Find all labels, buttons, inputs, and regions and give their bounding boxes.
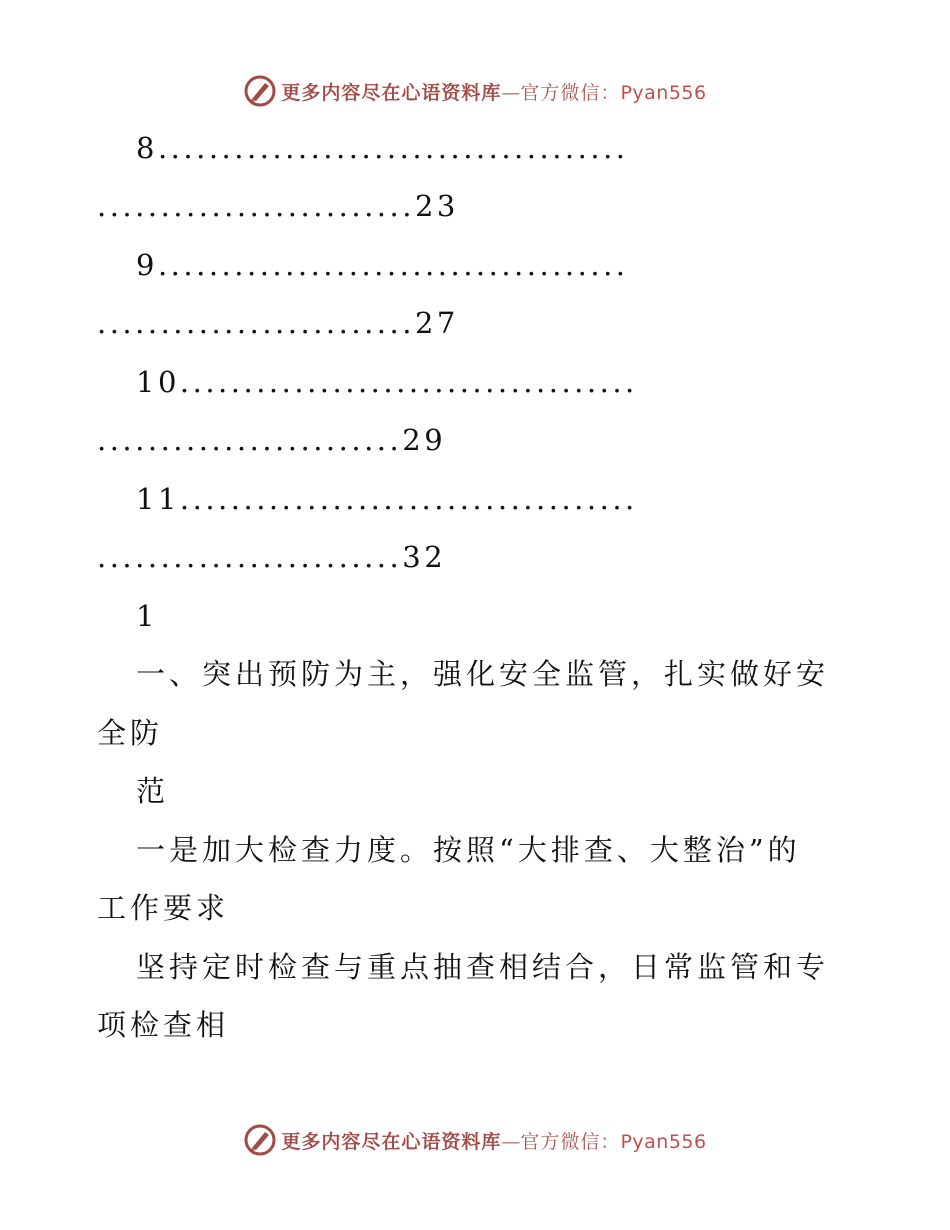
section-heading: 一、突出预防为主，强化安全监管，扎实做好安 — [136, 657, 830, 691]
watermark-main: 更多内容尽在心语资料库 — [281, 1130, 502, 1153]
toc-entry-8: 8..................................... — [136, 131, 629, 165]
paragraph-line: 工作要求 — [97, 891, 230, 925]
watermark-wechat-label: 官方微信： — [520, 81, 621, 104]
toc-entry-9-page: .........................27 — [97, 306, 459, 340]
header-watermark — [0, 71, 950, 111]
toc-entry-8-page: .........................23 — [97, 189, 459, 223]
watermark-text — [281, 1127, 706, 1154]
watermark-separator: — — [501, 1130, 521, 1153]
toc-entry-10: 10.................................... — [136, 365, 638, 399]
paragraph-line: 项检查相 — [97, 1008, 230, 1042]
watermark-wechat-label: 官方微信： — [520, 1130, 621, 1153]
watermark-main: 更多内容尽在心语资料库 — [281, 81, 502, 104]
page-number-text: 1 — [136, 599, 155, 633]
pen-logo-icon — [243, 74, 277, 108]
watermark-wechat-id: Pyan556 — [620, 81, 707, 104]
pen-logo-icon — [243, 1123, 277, 1157]
toc-entry-11: 11.................................... — [136, 482, 638, 516]
watermark-wechat-id: Pyan556 — [620, 1130, 707, 1153]
paragraph-line: 坚持定时检查与重点抽查相结合，日常监管和专 — [136, 950, 830, 984]
section-heading-continued: 全防 — [97, 716, 164, 750]
section-heading-tail: 范 — [136, 774, 170, 808]
watermark-separator: — — [501, 81, 521, 104]
watermark-text — [281, 78, 706, 105]
footer-watermark — [0, 1120, 950, 1160]
toc-entry-11-page: ........................32 — [97, 540, 447, 574]
toc-entry-10-page: ........................29 — [97, 423, 447, 457]
paragraph-line: 一是加大检查力度。按照“大排查、大整治”的 — [136, 833, 801, 867]
toc-entry-9: 9..................................... — [136, 248, 629, 282]
